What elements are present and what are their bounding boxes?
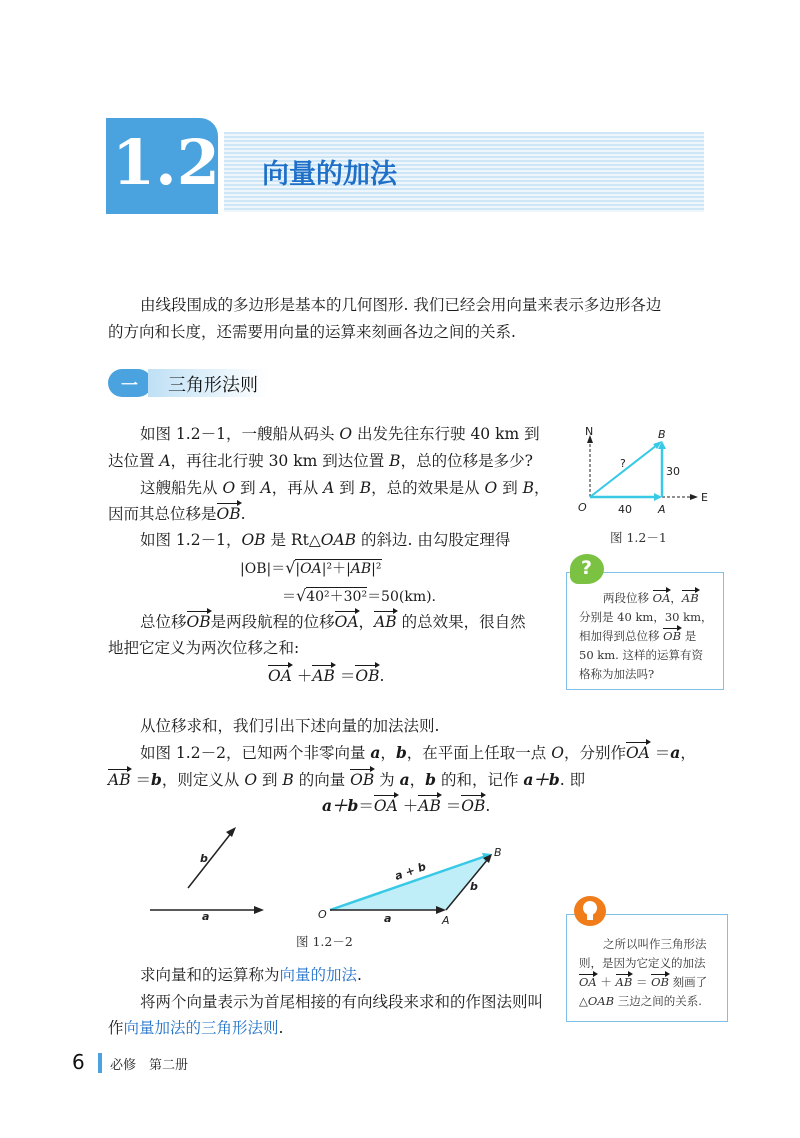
formula-4: a＋b＝OA ＋AB ＝OB. bbox=[322, 794, 490, 818]
para6-line-2: AB ＝b，则定义从 O 到 B 的向量 OB 为 a，b 的和，记作 a＋b. 即 bbox=[108, 768, 585, 792]
figure-1-2-2 bbox=[140, 822, 520, 932]
fig2-vector-a-arrowhead bbox=[254, 906, 264, 914]
fig1-label-b: B bbox=[658, 428, 666, 441]
para6-line-1: 如图 1.2－2，已知两个非零向量 a，b，在平面上任取一点 O，分别作OA ＝a， bbox=[140, 741, 696, 765]
subsection-index: 一 bbox=[121, 376, 138, 396]
fig2-label-a2: a bbox=[384, 912, 392, 925]
para7: 求向量和的运算称为向量的加法. bbox=[140, 966, 362, 984]
fig1-label-e: E bbox=[701, 491, 708, 504]
fig2-label-a: A bbox=[442, 914, 450, 927]
east-arrowhead bbox=[690, 494, 698, 500]
para4-line-1: 总位移OB是两段航程的位移OA，AB 的总效果，很自然 bbox=[140, 610, 526, 634]
para8-line-1: 将两个向量表示为首尾相接的有向线段来求和的作图法则叫 bbox=[140, 993, 544, 1011]
para5: 从位移求和，我们引出下述向量的加法法则. bbox=[140, 717, 440, 735]
para4-line-2: 地把它定义为两次位移之和: bbox=[108, 639, 300, 657]
subsection-heading bbox=[108, 366, 268, 400]
fig2-vector-b-line bbox=[188, 832, 232, 888]
para3-line-1: 如图 1.2－1，OB 是 Rt△OAB 的斜边. 由勾股定理得 bbox=[140, 531, 511, 549]
formula-2: ＝√40²＋30²＝50(km). bbox=[282, 586, 437, 605]
footer-divider bbox=[98, 1053, 102, 1073]
lightbulb-icon bbox=[583, 901, 597, 915]
section-header bbox=[106, 118, 706, 214]
fig2-label-b1: b bbox=[200, 852, 208, 865]
formula-3: OA ＋AB ＝OB. bbox=[268, 664, 384, 688]
intro-line-1: 由线段围成的多边形是基本的几何图形. 我们已经会用向量来表示多边形各边 bbox=[140, 296, 662, 314]
note-1-box: 两段位移 OA，AB 分别是 40 km，30 km， 相加得到总位移 OB 是 50 km. 这样的运算有资 格称为加法吗? bbox=[566, 572, 724, 690]
para8-line-2: 作向量加法的三角形法则. bbox=[108, 1019, 284, 1037]
fig1-label-40: 40 bbox=[618, 503, 632, 516]
note-2-icon bbox=[574, 896, 606, 926]
figure-1-2-2-caption: 图 1.2－2 bbox=[296, 934, 353, 949]
para1-line-1: 如图 1.2－1，一艘船从码头 O 出发先往东行驶 40 km 到 bbox=[140, 425, 540, 443]
note-1-icon bbox=[570, 554, 604, 584]
formula-1: |OB|＝√|OA|²＋|AB|² bbox=[240, 558, 382, 577]
fig1-label-a: A bbox=[658, 503, 666, 516]
vector-ob-line bbox=[590, 445, 657, 497]
vector-OB: OB bbox=[217, 502, 241, 526]
fig1-label-o: O bbox=[578, 501, 587, 514]
fig2-label-o: O bbox=[318, 908, 327, 921]
para1-line-2: 达位置 A，再往北行驶 30 km 到达位置 B，总的位移是多少? bbox=[108, 452, 533, 470]
fig2-label-b2: b bbox=[470, 880, 478, 893]
fig1-label-n: N bbox=[585, 425, 594, 438]
figure-1-2-1-caption: 图 1.2－1 bbox=[610, 530, 667, 545]
book-title: 必修 第二册 bbox=[110, 1058, 189, 1073]
fig2-label-a1: a bbox=[202, 910, 210, 923]
fig1-label-q: ? bbox=[620, 457, 626, 470]
section-title: 向量的加法 bbox=[262, 159, 397, 190]
fig1-label-30: 30 bbox=[666, 465, 680, 478]
section-title-band bbox=[224, 132, 704, 212]
fig2-label-sum: a + b bbox=[393, 860, 428, 883]
para2-line-1: 这艘船先从 O 到 A，再从 A 到 B，总的效果是从 O 到 B， bbox=[140, 479, 550, 497]
intro-line-2: 的方向和长度，还需要用向量的运算来刻画各边之间的关系. bbox=[108, 323, 516, 341]
note-2-box: 之所以叫作三角形法 则，是因为它定义的加法 OA ＋ AB ＝ OB 刻画了 △OAB 三边之间的关系. bbox=[566, 914, 728, 1022]
question-icon: ? bbox=[581, 557, 593, 579]
subsection-title: 三角形法则 bbox=[168, 375, 258, 396]
page-number: 6 bbox=[72, 1050, 85, 1074]
figure-1-2-1 bbox=[570, 425, 720, 525]
fig2-vector-b-arrowhead bbox=[226, 827, 236, 837]
section-number-box bbox=[106, 118, 218, 214]
fig2-label-b: B bbox=[494, 846, 502, 859]
section-number: 1.2 bbox=[112, 126, 220, 199]
para2-line-2: 因而其总位移是OB. bbox=[108, 502, 246, 526]
subsection-index-pill bbox=[108, 369, 152, 397]
